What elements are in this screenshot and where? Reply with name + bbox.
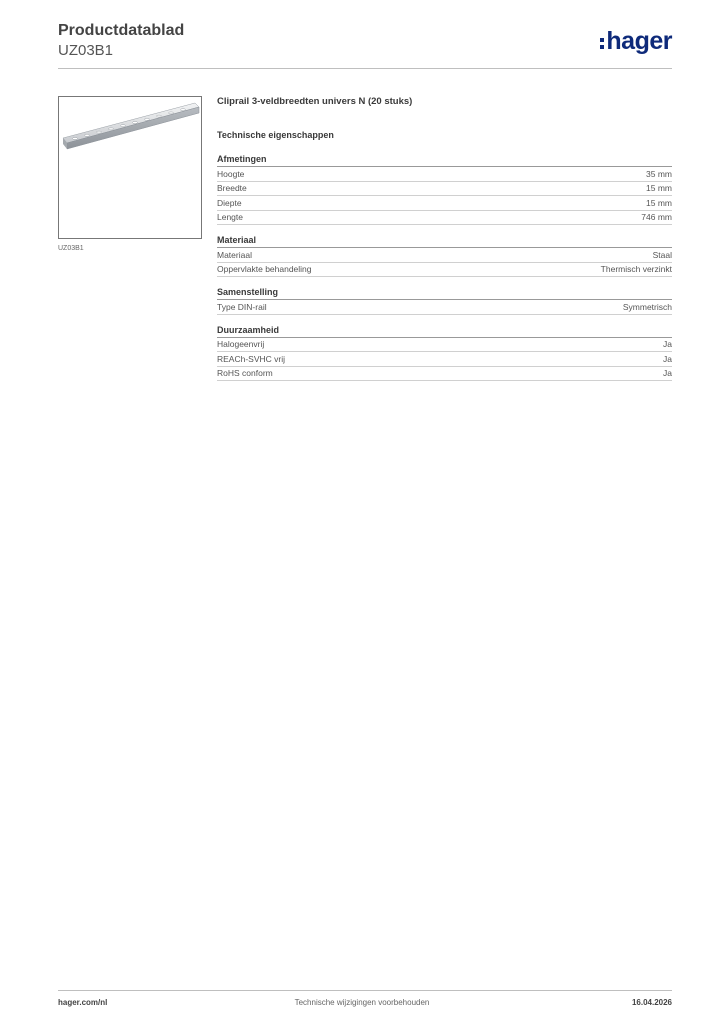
spec-row — [217, 352, 672, 367]
spec-label: Diepte — [217, 197, 242, 208]
spec-row — [217, 263, 672, 278]
spec-row — [217, 300, 672, 315]
spec-label: REACh-SVHC vrij — [217, 353, 286, 364]
spec-row — [217, 167, 672, 182]
section-title: Afmetingen — [217, 154, 672, 167]
spec-value: Thermisch verzinkt — [600, 264, 672, 275]
footer-website[interactable]: hager.com/nl — [58, 998, 108, 1007]
spec-value: 746 mm — [641, 212, 672, 223]
spec-row — [217, 182, 672, 197]
footer-divider — [58, 990, 672, 991]
section-title: Materiaal — [217, 235, 672, 248]
spec-value: Ja — [663, 339, 672, 350]
spec-row — [217, 338, 672, 353]
spec-label: Breedte — [217, 183, 247, 194]
spec-value: Ja — [663, 353, 672, 364]
page-header — [58, 20, 672, 68]
spec-label: Oppervlakte behandeling — [217, 264, 312, 275]
footer-date: 16.04.2026 — [631, 998, 672, 1007]
spec-label: Hoogte — [217, 168, 245, 179]
spec-value: Ja — [663, 368, 672, 379]
document-title: Productdatablad — [58, 22, 185, 39]
spec-label: Lengte — [217, 212, 243, 223]
spec-row — [217, 211, 672, 226]
spec-value: Staal — [652, 249, 672, 260]
spec-row — [217, 248, 672, 263]
footer-disclaimer: Technische wijzigingen voorbehouden — [294, 998, 430, 1007]
document-code: UZ03B1 — [58, 42, 114, 59]
spec-row — [217, 367, 672, 382]
spec-label: Materiaal — [217, 249, 252, 260]
product-name: Cliprail 3-veldbreedten univers N (20 stuks) — [217, 96, 413, 107]
product-image — [58, 96, 202, 239]
spec-value: 15 mm — [646, 183, 672, 194]
spec-section-samenstelling — [217, 287, 672, 315]
spec-section-materiaal — [217, 235, 672, 277]
logo-text: hager — [606, 26, 672, 55]
spec-label: Type DIN-rail — [217, 301, 267, 312]
spec-section-afmetingen — [217, 154, 672, 225]
spec-label: Halogeenvrij — [217, 339, 265, 350]
section-title: Samenstelling — [217, 287, 672, 300]
image-caption: UZ03B1 — [58, 245, 84, 252]
header-divider — [58, 68, 672, 69]
spec-row — [217, 196, 672, 211]
spec-value: 35 mm — [646, 168, 672, 179]
logo-dots-icon — [600, 38, 604, 49]
spec-section-duurzaamheid — [217, 325, 672, 382]
spec-content — [217, 96, 672, 381]
specs-heading: Technische eigenschappen — [217, 130, 334, 140]
din-rail-image — [59, 97, 203, 240]
spec-label: RoHS conform — [217, 368, 273, 379]
spec-value: 15 mm — [646, 197, 672, 208]
spec-value: Symmetrisch — [622, 301, 672, 312]
section-title: Duurzaamheid — [217, 325, 672, 338]
hager-logo — [600, 26, 672, 56]
